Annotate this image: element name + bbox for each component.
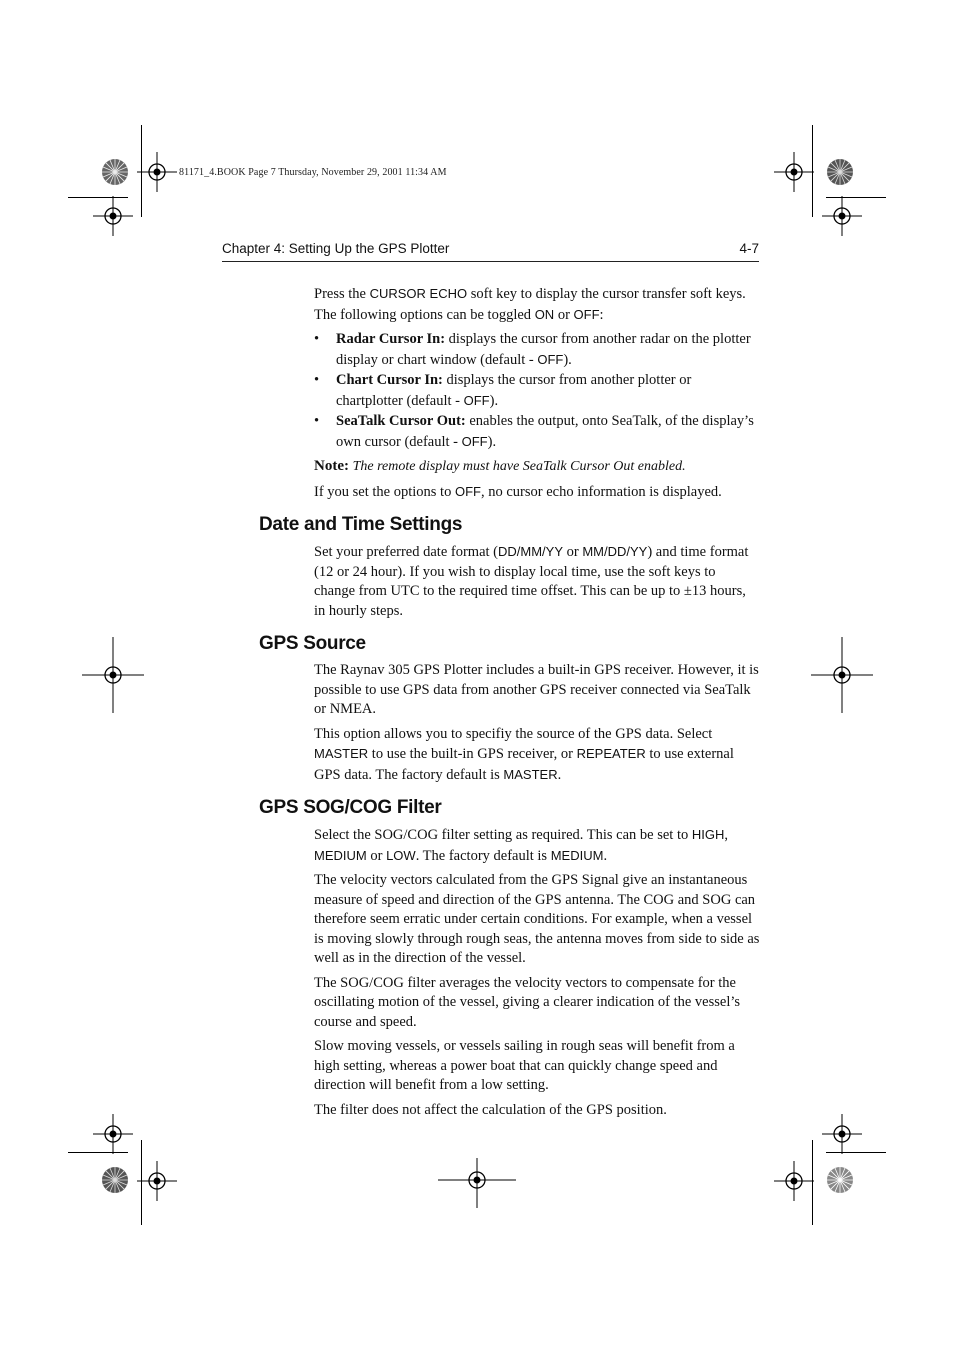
print-info: 81171_4.BOOK Page 7 Thursday, November 29, 2001 11:34 AM <box>179 167 447 178</box>
registration-crosshair-icon <box>822 1114 862 1154</box>
star-target-icon <box>101 158 129 186</box>
running-header <box>222 239 759 262</box>
paragraph: Set your preferred date format (DD/MM/YY or MM/DD/YY) and time format (12 or 24 hour). If you wish to display local time, use the soft keys to change from UTC to the required time offset. This can be up to ±13 hours, in hourly steps. <box>314 544 749 619</box>
paragraph: The filter does not affect the calculation of the GPS position. <box>314 1101 667 1118</box>
registration-crosshair-icon <box>137 152 177 192</box>
registration-crosshair-icon <box>438 1158 516 1208</box>
list-item: • Radar Cursor In: displays the cursor from another radar on the plotter display or chart window (default - OFF). <box>314 331 751 368</box>
star-target-icon <box>101 1166 129 1194</box>
chapter-title: Chapter 4: Setting Up the GPS Plotter <box>222 241 450 256</box>
registration-crosshair-icon <box>93 196 133 236</box>
paragraph: If you set the options to OFF, no cursor echo information is displayed. <box>314 483 722 500</box>
list-item: • Chart Cursor In: displays the cursor from another plotter or chartplotter (default - OFF). <box>314 372 692 409</box>
registration-crosshair-icon <box>774 152 814 192</box>
paragraph: The SOG/COG filter averages the velocity vectors to compensate for the oscillating motion of the vessel, giving a clearer indication of the vessel’s course and speed. <box>314 974 741 1030</box>
registration-crosshair-icon <box>774 1161 814 1201</box>
paragraph: The velocity vectors calculated from the GPS Signal give an instantaneous measure of speed and direction of the GPS antenna. The COG and SOG can therefore seem erratic under certain conditions. For example, when a vessel is moving slowly through rough seas, the antenna moves from side to side as well as in the direction of the vessel. <box>314 872 760 966</box>
paragraph: The Raynav 305 GPS Plotter includes a built-in GPS receiver. However, it is possible to use GPS data from another GPS receiver connected via SeaTalk or NMEA. <box>314 662 759 717</box>
star-target-icon <box>826 1166 854 1194</box>
registration-crosshair-icon <box>93 1114 133 1154</box>
page-content <box>259 284 760 1125</box>
bullet-list <box>314 330 760 452</box>
section-heading: GPS SOG/COG Filter <box>259 797 442 818</box>
star-target-icon <box>826 158 854 186</box>
section-heading: Date and Time Settings <box>259 514 463 535</box>
registration-crosshair-icon <box>822 196 862 236</box>
registration-crosshair-icon <box>82 637 144 713</box>
section-heading: GPS Source <box>259 633 366 654</box>
paragraph: Press the CURSOR ECHO soft key to display the cursor transfer soft keys. The following options can be toggled ON or OFF: <box>314 286 746 323</box>
registration-crosshair-icon <box>137 1161 177 1201</box>
note: Note: The remote display must have SeaTalk Cursor Out enabled. <box>314 458 686 474</box>
paragraph: Slow moving vessels, or vessels sailing in rough seas will benefit from a high setting, whereas a power boat that can quickly change speed and direction will benefit from a low setting. <box>314 1038 735 1093</box>
list-item: • SeaTalk Cursor Out: enables the output, onto SeaTalk, of the display’s own cursor (default - OFF). <box>314 413 754 450</box>
page-number: 4-7 <box>739 241 759 256</box>
paragraph: Select the SOG/COG filter setting as required. This can be set to HIGH, MEDIUM or LOW. The factory default is MEDIUM. <box>314 827 728 864</box>
registration-crosshair-icon <box>811 637 873 713</box>
paragraph: This option allows you to specifiy the source of the GPS data. Select MASTER to use the built-in GPS receiver, or REPEATER to use external GPS data. The factory default is MASTER. <box>314 725 734 783</box>
